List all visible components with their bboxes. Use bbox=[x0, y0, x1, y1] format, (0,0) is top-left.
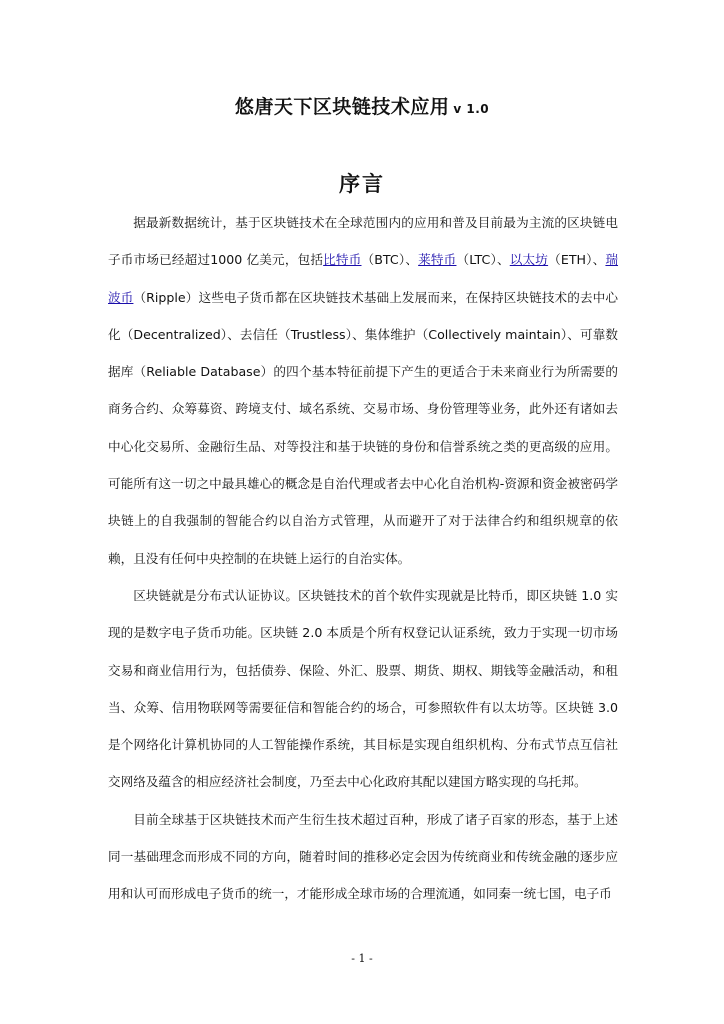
p1-text-4: （ETH）、 bbox=[548, 252, 606, 268]
paragraph-3: 目前全球基于区块链技术而产生衍生技术超过百种，形成了诸子百家的形态，基于上述同一基础理念而形成不同的方向，随着时间的推移必定会因为传统商业和传统金融的逐步应用和认可而形成电子货币的统一，才能形成全球市场的合理流通，如同秦一统七国，电子币 bbox=[108, 811, 618, 902]
p1-text-2: （BTC）、 bbox=[361, 252, 419, 268]
version-label: v 1.0 bbox=[453, 102, 490, 116]
ethereum-link[interactable]: 以太坊 bbox=[509, 252, 549, 268]
title-text: 悠唐天下区块链技术应用 bbox=[234, 96, 450, 118]
ripple-link[interactable]: 瑞波币 bbox=[108, 252, 619, 305]
paragraph-2: 区块链就是分布式认证协议。区块链技术的首个软件实现就是比特币，即区块链 1.0 实现的是数字电子货币功能。区块链 2.0 本质是个所有权登记认证系统，致力于实现一切市场交易和商业信用行为，包括债券、保险、外汇、股票、期货、期权、期钱等金融活动，和租当、众筹、信用物联网等需要征信和智能合约的场合，可参照软件有以太坊等。区块链 3.0是个网络化计算机协同的人工智能操作系统，其目标是实现自组织机构、分布式节点互信社交网络及蕴含的相应经济社会制度，乃至去中心化政府其配以建国方略实现的乌托邦。 bbox=[108, 587, 618, 790]
p1-text-3: （LTC）、 bbox=[456, 252, 510, 268]
paragraph-1 bbox=[108, 204, 618, 577]
p1-text-1: 据最新数据统计，基于区块链技术在全球范围内的应用和普及目前最为主流的区块链电子币市场已经超过1000 亿美元，包括 bbox=[108, 215, 618, 268]
section-heading: 序言 bbox=[339, 172, 385, 196]
litecoin-link[interactable]: 莱特币 bbox=[418, 252, 457, 268]
document-body bbox=[108, 204, 618, 913]
document-title bbox=[0, 92, 724, 119]
bitcoin-link[interactable]: 比特币 bbox=[323, 252, 362, 268]
page-number: - 1 - bbox=[351, 952, 373, 965]
p1-text-5: （Ripple）这些电子货币都在区块链技术基础上发展而来，在保持区块链技术的去中心化（Decentralized）、去信任（Trustless）、集体维护（Collectively maintain）、可靠数据库（Reliable Database）的四个基本特征前提下产生的更适合于未来商业行为所需要的商务合约、众筹募资、跨境支付、域名系统、交易市场、身份管理等业务，此外还有诸如去中心化交易所、金融衍生品、对等投注和基于块链的身份和信誉系统之类的更高级的应用。可能所有这一切之中最具雄心的概念是自治代理或者去中心化自治机构-资源和资金被密码学块链上的自我强制的智能合约以自治方式管理，从而避开了对于法律合约和组织规章的依赖，且没有任何中央控制的在块链上运行的自治实体。 bbox=[108, 289, 618, 566]
